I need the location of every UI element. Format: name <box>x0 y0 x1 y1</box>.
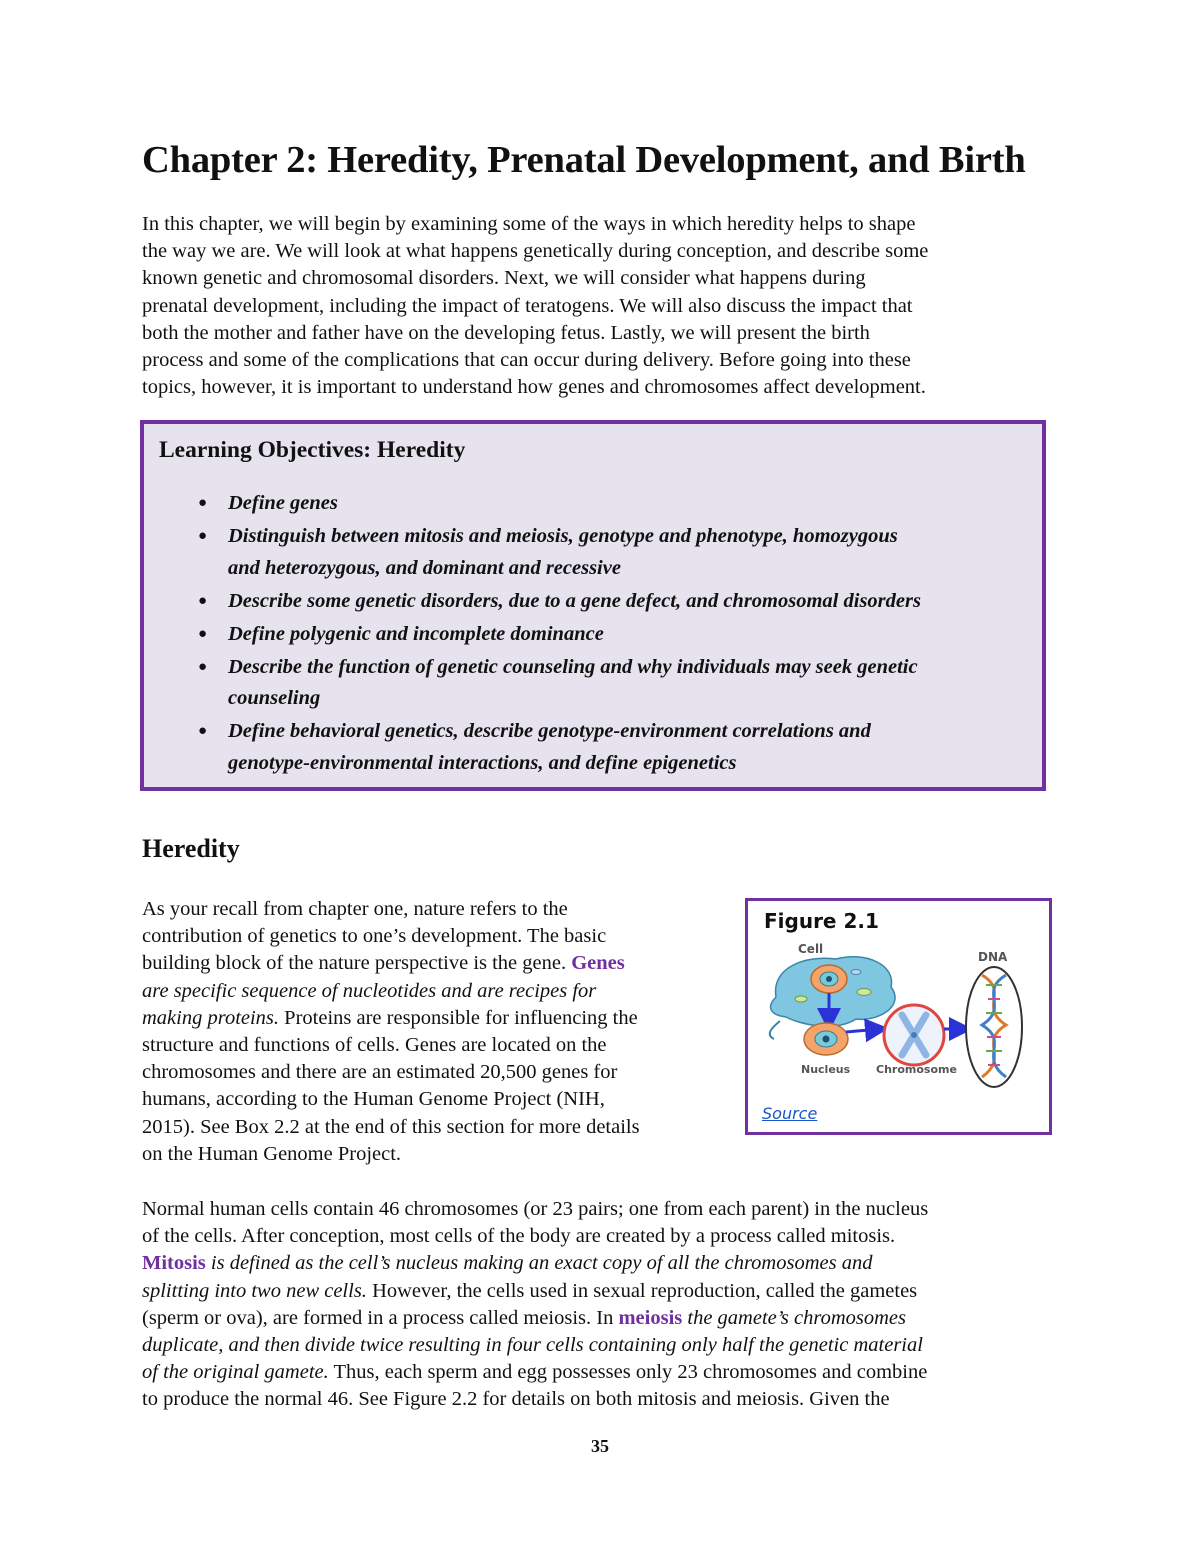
intro-paragraph <box>142 211 1062 401</box>
intro-line: known genetic and chromosomal disorders. Next, we will consider what happens during <box>142 267 866 290</box>
term-genes: Genes <box>571 952 625 975</box>
objective-item: ● Describe some genetic disorders, due to a gene defect, and chromosomal disorders <box>144 586 921 618</box>
section-heading-heredity: Heredity <box>142 834 240 863</box>
term-meiosis: meiosis <box>618 1306 683 1329</box>
intro-line: In this chapter, we will begin by examining some of the ways in which heredity helps to shape <box>142 213 916 235</box>
heredity-paragraph-1: As your recall from chapter one, nature refers to the contribution of genetics to one’s development. The basic building block of the nature perspective is the gene. Genes are specific sequence of nucleotides and are recipes for making proteins. Proteins are responsible for influencing the structure and functions of cells. Genes are located on the chromosomes and there are an estimated 20,500 genes for humans, according to the Human Genome Project (NIH, 2015). See Box 2.2 at the end of this section for more details on the Human Genome Project. <box>142 898 640 1165</box>
bullet-icon: ● <box>198 495 208 511</box>
nucleus-label: Nucleus <box>801 1063 851 1076</box>
bullet-icon: ● <box>198 592 208 609</box>
dna-label: DNA <box>978 950 1008 964</box>
objectives-title: Learning Objectives: Heredity <box>159 437 466 463</box>
figure-source-link[interactable]: Source <box>762 1104 818 1123</box>
objective-item: ● Define genes <box>144 488 921 520</box>
chromosome-label: Chromosome <box>876 1063 957 1076</box>
bullet-icon: ● <box>198 528 208 545</box>
objective-item: ● Define polygenic and incomplete dominance <box>144 619 921 651</box>
objective-item: ● Describe the function of genetic counseling and why individuals may seek genetic counseling <box>144 652 921 715</box>
objective-item: ● Define behavioral genetics, describe genotype-environment correlations and genotype-environmental interactions, and define epigenetics <box>144 716 921 779</box>
intro-line: both the mother and father have on the developing fetus. Lastly, we will present the birth <box>142 321 870 344</box>
figure-2-1 <box>745 898 1052 1135</box>
bullet-icon: ● <box>198 658 208 675</box>
objectives-list <box>144 488 921 781</box>
figure-title: Figure 2.1 <box>764 909 879 933</box>
term-mitosis: Mitosis <box>142 1252 206 1275</box>
objective-item: ● Distinguish between mitosis and meiosis, genotype and phenotype, homozygous and heterozygous, and dominant and recessive <box>144 521 921 584</box>
page-title: Chapter 2: Heredity, Prenatal Development, and Birth <box>142 139 1026 181</box>
bullet-icon: ● <box>198 723 208 740</box>
cell-to-dna-diagram <box>756 937 1046 1097</box>
cell-label: Cell <box>798 942 824 956</box>
intro-line: process and some of the complications that can occur during delivery. Before going into these <box>142 349 911 372</box>
learning-objectives-box <box>140 420 1046 791</box>
bullet-icon: ● <box>198 625 208 642</box>
heredity-paragraph-2: Normal human cells contain 46 chromosomes (or 23 pairs; one from each parent) in the nucleus of the cells. After conception, most cells of the body are created by a process called mitosis. Mitosis is defined as the cell’s nucleus making an exact copy of all the chromosomes and splitting into two new cells. However, the cells used in sexual reproduction, called the gametes (sperm or ova), are formed in a process called meiosis. In meiosis the gamete’s chromosomes duplicate, and then divide twice resulting in four cells containing only half the genetic material of the original gamete. Thus, each sperm and egg possesses only 23 chromosomes and combine to produce the normal 46. See Figure 2.2 for details on both mitosis and meiosis. Given the <box>142 1198 929 1411</box>
page-number: 35 <box>591 1436 609 1456</box>
intro-line: topics, however, it is important to understand how genes and chromosomes affect development. <box>142 376 926 399</box>
intro-line: the way we are. We will look at what happens genetically during conception, and describe some <box>142 240 929 263</box>
intro-line: prenatal development, including the impact of teratogens. We will also discuss the impact that <box>142 294 913 317</box>
